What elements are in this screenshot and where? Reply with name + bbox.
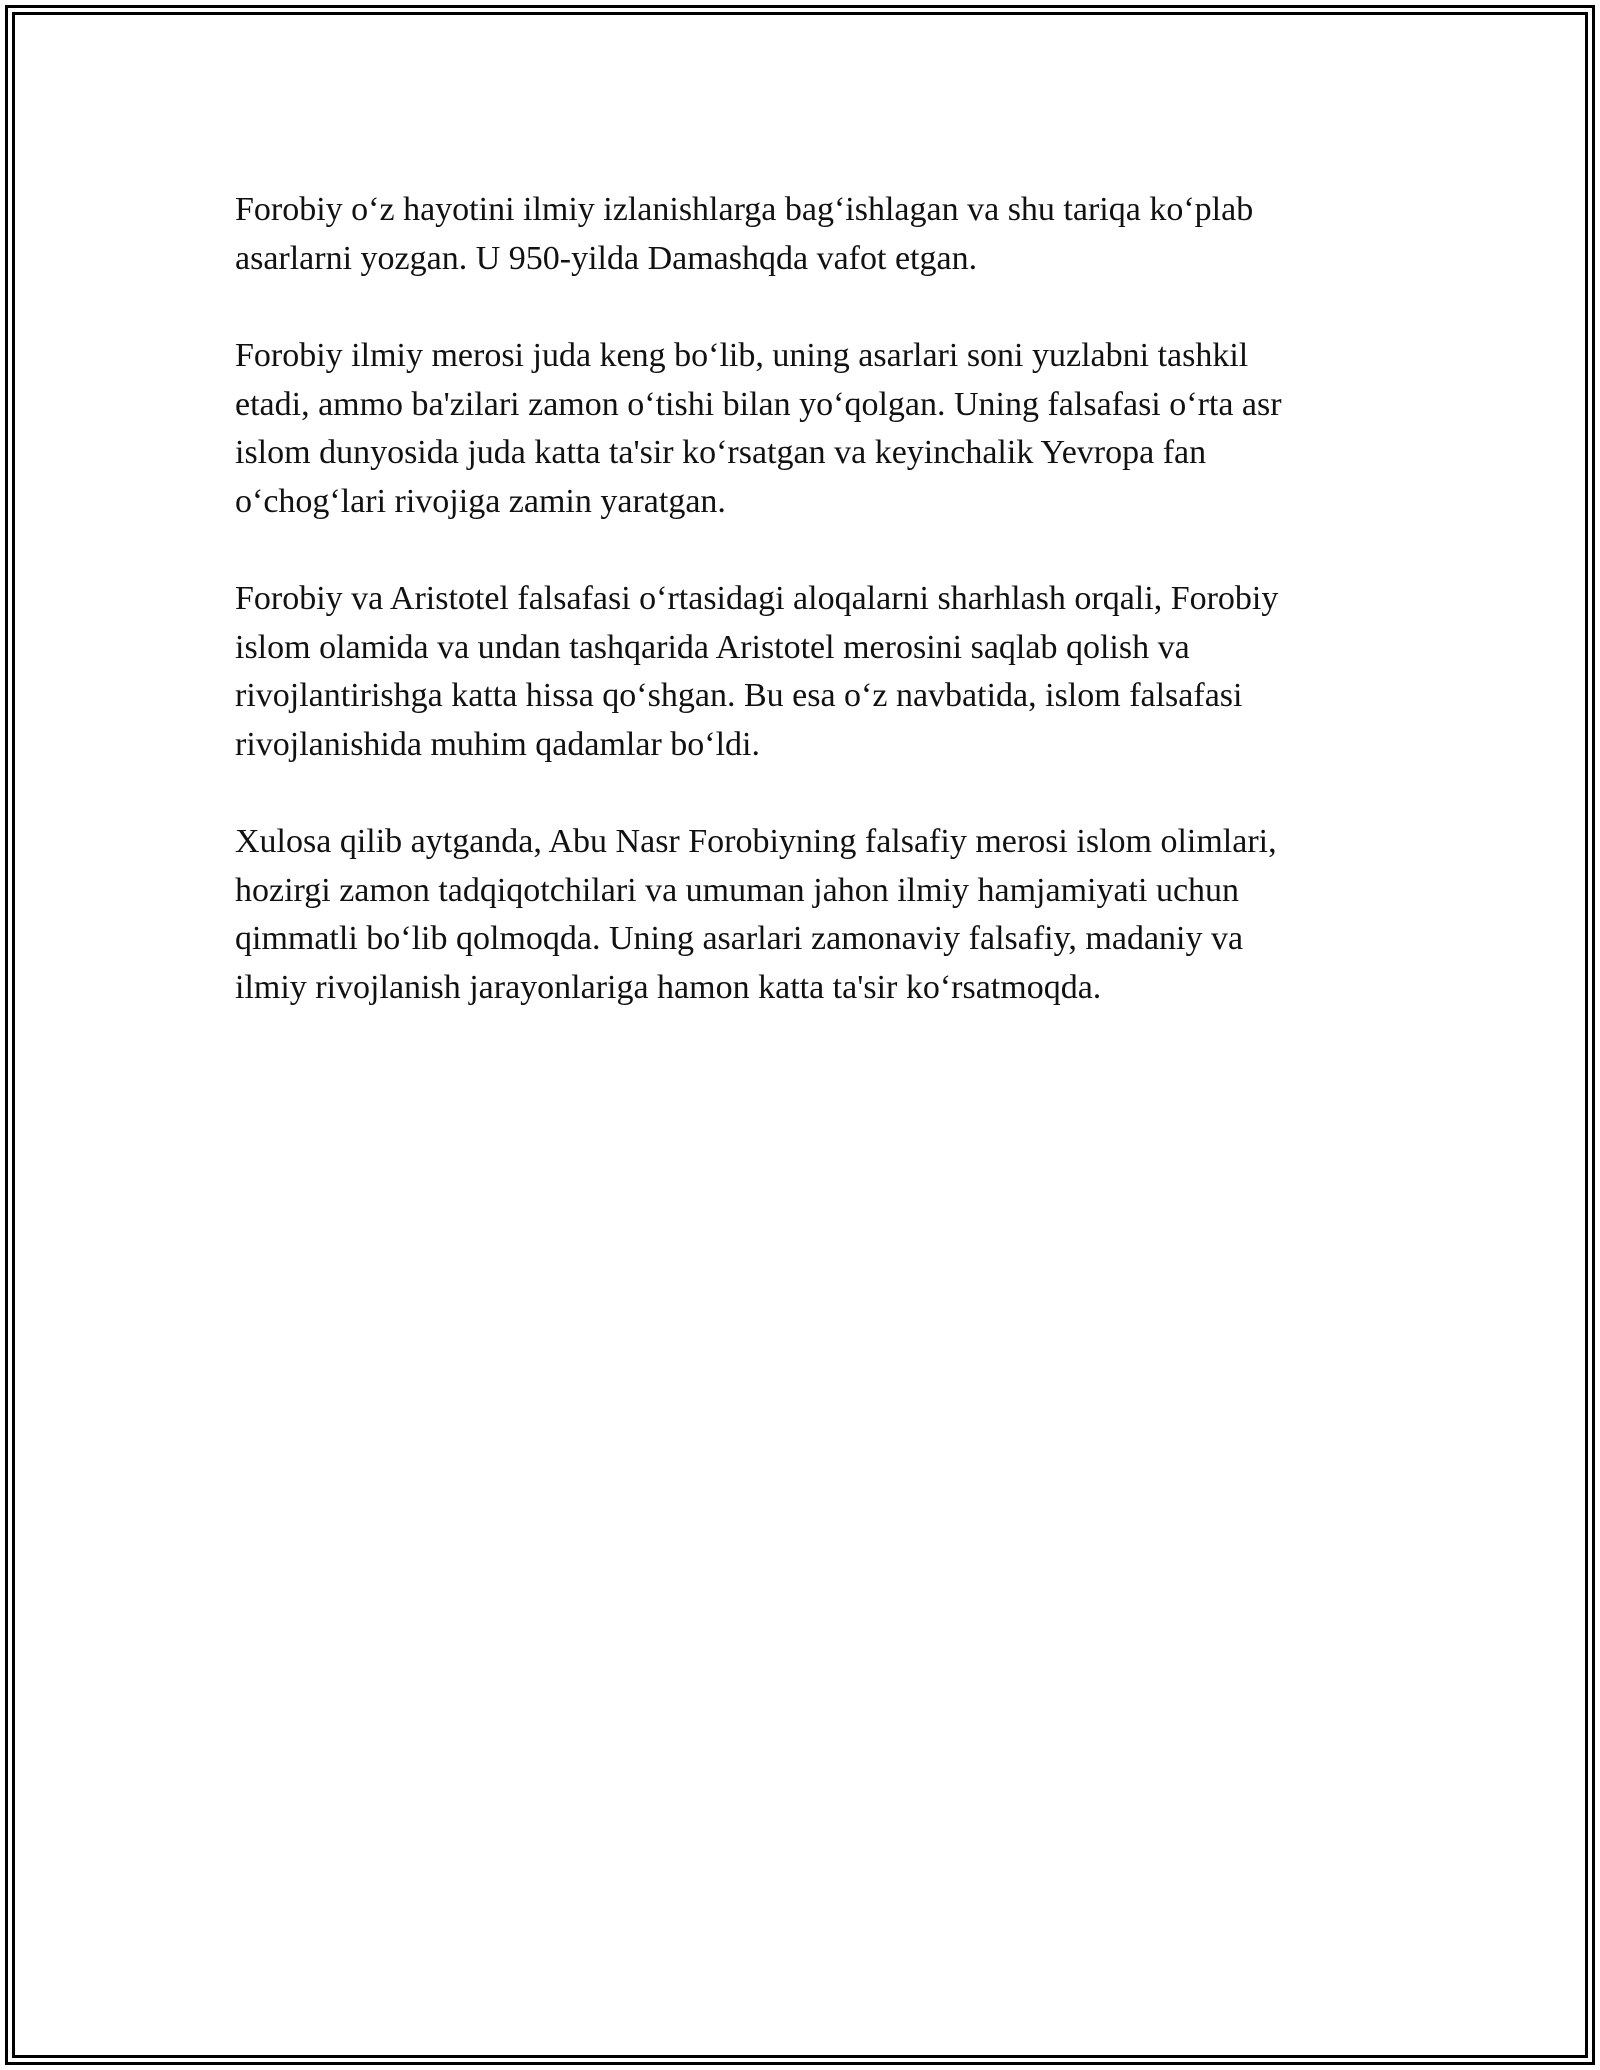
paragraph-4: Xulosa qilib aytganda, Abu Nasr Forobiyning falsafiy merosi islom olimlari, hozirgi zamon tadqiqotchilari va umuman jahon ilmiy hamjamiyati uchun qimmatli bo‘lib qolmoqda. Uning asarlari zamonaviy falsafiy, madaniy va ilmiy rivojlanish jarayonlariga hamon katta ta'sir ko‘rsatmoqda. xyxy=(235,823,1277,1006)
paragraph-1: Forobiy o‘z hayotini ilmiy izlanishlarga bag‘ishlagan va shu tariqa ko‘plab asarlarni yozgan. U 950-yilda Damashqda vafot etgan. xyxy=(235,191,1254,277)
paragraph-3: Forobiy va Aristotel falsafasi o‘rtasidagi aloqalarni sharhlash orqali, Forobiy islom olamida va undan tashqarida Aristotel merosini saqlab qolish va rivojlantirishga katta hissa qo‘shgan. Bu esa o‘z navbatida, islom falsafasi rivojlanishida muhim qadamlar bo‘ldi. xyxy=(235,580,1279,763)
paragraph-2: Forobiy ilmiy merosi juda keng bo‘lib, uning asarlari soni yuzlabni tashkil etadi, ammo ba'zilari zamon o‘tishi bilan yo‘qolgan. Uning falsafasi o‘rta asr islom dunyosida juda katta ta'sir ko‘rsatgan va keyinchalik Yevropa fan o‘chog‘lari rivojiga zamin yaratgan. xyxy=(235,337,1282,520)
document-body xyxy=(235,186,1385,1061)
